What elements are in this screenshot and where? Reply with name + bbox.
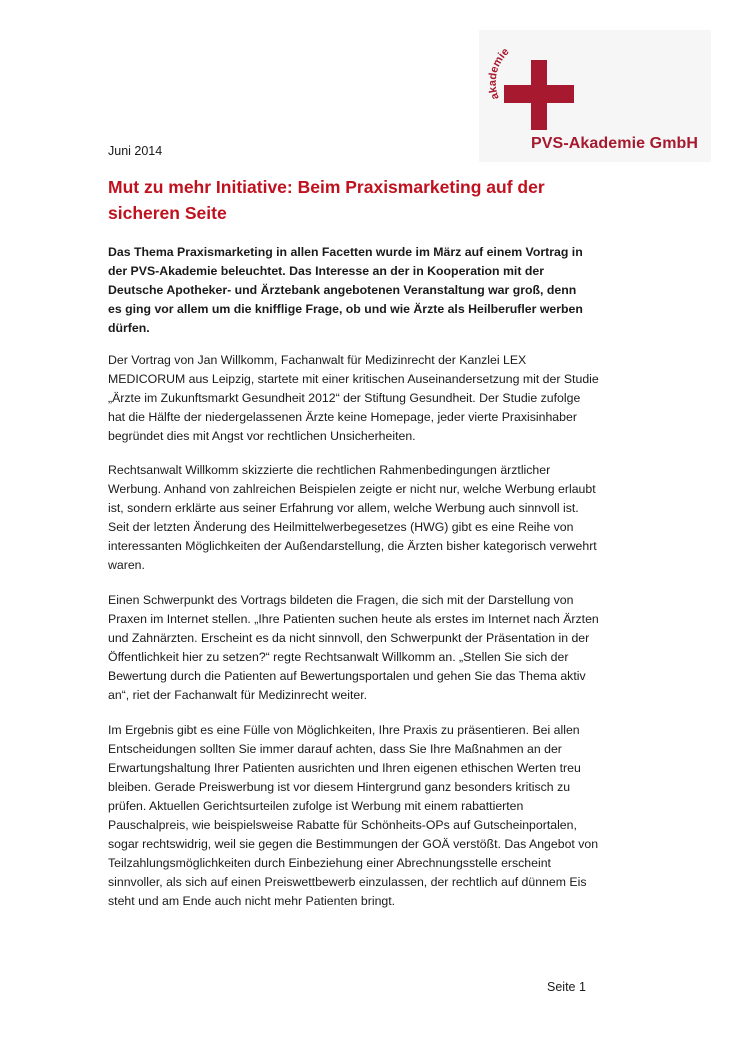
logo-company-name: PVS-Akademie GmbH — [531, 135, 699, 152]
lead-paragraph: Das Thema Praxismarketing in allen Facetten wurde im März auf einem Vortrag in der PVS-Akademie beleuchtet. Das Interesse an der in Kooperation mit der Deutsche Apotheker- und Ärztebank angebotenen Veranstaltung war groß, denn es ging vor allem um die knifflige Frage, ob und wie Ärzte als Heilberufler werben dürfen. — [108, 245, 583, 335]
body-paragraph: Im Ergebnis gibt es eine Fülle von Möglichkeiten, Ihre Praxis zu präsentieren. Bei allen Entscheidungen sollten Sie immer darauf achten, dass Sie Ihre Maßnahmen an der Erwartungshaltung Ihrer Patienten ausrichten und Ihren eigenen ethischen Werten treu bleiben. Gerade Preiswerbung ist vor diesem Hintergrund ganz besonders kritisch zu prüfen. Aktuellen Gerichtsurteilen zufolge ist Werbung mit einem rabattierten Pauschalpreis, wie beispielsweise Rabatte für Schönheits-OPs auf Gutscheinportalen, sogar rechtswidrig, weil sie gegen die Bestimmungen der GOÄ verstößt. Das Angebot von Teilzahlungsmöglichkeiten durch Einbeziehung einer Abrechnungsstelle erscheint sinnvoller, als sich auf einen Preiswettbewerb einzulassen, der rechtlich auf dünnem Eis steht und am Ende auch nicht mehr Patienten bringt. — [108, 723, 599, 908]
article-title: Mut zu mehr Initiative: Beim Praxismarketing auf der sicheren Seite — [108, 177, 545, 223]
body-paragraph: Einen Schwerpunkt des Vortrags bildeten die Fragen, die sich mit der Darstellung von Praxen im Internet stellen. „Ihre Patienten suchen heute als erstes im Internet nach Ärzten und Zahnärzten. Erscheint es da nicht sinnvoll, den Schwerpunkt der Präsentation in der Öffentlichkeit hier zu setzen?“ regte Rechtsanwalt Willkomm an. „Stellen Sie sich der Bewertung durch die Patienten auf Bewertungsportalen und gehen Sie das Thema aktiv an“, riet der Fachanwalt für Medizinrecht weiter. — [108, 593, 599, 702]
body-paragraph: Der Vortrag von Jan Willkomm, Fachanwalt für Medizinrecht der Kanzlei LEX MEDICORUM aus Leipzig, startete mit einer kritischen Auseinandersetzung mit der Studie „Ärzte im Zukunftsmarkt Gesundheit 2012“ der Stiftung Gesundheit. Der Studie zufolge hat die Hälfte der niedergelassenen Ärzte keine Homepage, jeder vierte Praxisinhaber begründet dies mit Angst vor rechtlichen Unsicherheiten. — [108, 353, 599, 443]
body-paragraph: Rechtsanwalt Willkomm skizzierte die rechtlichen Rahmenbedingungen ärztlicher Werbung. Anhand von zahlreichen Beispielen zeigte er nicht nur, welche Werbung erlaubt ist, sondern erklärte aus seiner Erfahrung vor allem, welche Werbung auch sinnvoll ist. Seit der letzten Änderung des Heilmittelwerbegesetzes (HWG) gibt es eine Reihe von interessanten Möglichkeiten der Außendarstellung, die Ärzten bisher kategorisch verwehrt waren. — [108, 463, 597, 572]
red-cross-icon-bar — [504, 85, 574, 103]
document-date: Juni 2014 — [108, 144, 163, 158]
page-number: Seite 1 — [547, 980, 586, 994]
logo — [479, 30, 711, 162]
svg-text:akademie: akademie — [486, 45, 512, 101]
